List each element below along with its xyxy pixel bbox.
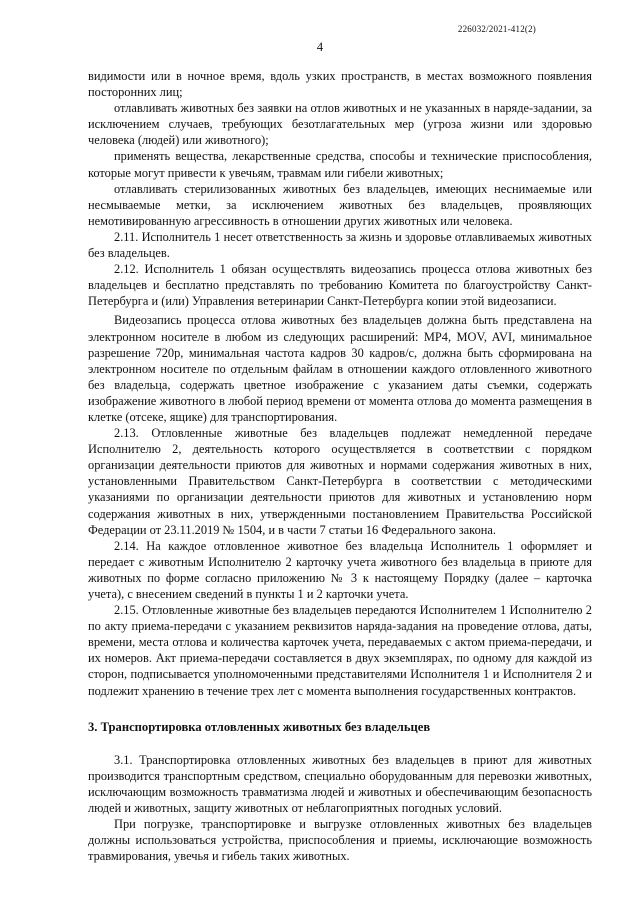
page-number: 4 (316, 40, 324, 54)
paragraph-video-requirements: Видеозапись процесса отлова животных без владельцев должна быть представлена на электронном носителе в любом из следующих расширений: MP4, MOV, AVI, минимальное разрешение 720р, минимальная частота кадров 30 кадров/с, должна быть сформирована на электронном носителе по отдельным файлам в отношении каждого отловленного животного без владельца, содержать цветное изображение с указанием даты съемки, содержать изображение животного в любой период времени от момента отлова до момента размещения в клетке (отсеке, ящике) для транспортирования. (88, 313, 592, 424)
paragraph: отлавливать животных без заявки на отлов животных и не указанных в наряде-задании, за исключением случаев, требующих безотлагательных мер (угроза жизни или здоровью человека (людей) или животного); (88, 101, 592, 148)
paragraph-2-11: 2.11. Исполнитель 1 несет ответственность за жизнь и здоровье отлавливаемых животных без владельцев. (88, 229, 592, 261)
paragraph: применять вещества, лекарственные средства, способы и технические приспособления, которые могут привести к увечьям, травмам или гибели животных; (88, 149, 592, 180)
document-number: 226032/2021-412(2) (457, 24, 536, 34)
section-title: 3. Транспортировка отловленных животных без владельцев (88, 719, 431, 734)
paragraph-3-1: 3.1. Транспортировка отловленных животных без владельцев в приют для животных производится транспортным средством, специально оборудованным для перевозки животных, исключающим возможность травматизма людей и животных и обеспечивающим безопасность людей и животных, защиту животных от неблагоприятных погодных условий. (88, 752, 592, 816)
paragraph-2-15: 2.15. Отловленные животные без владельцев передаются Исполнителем 1 Исполнителю 2 по акту приема-передачи с указанием реквизитов наряда-задания на проведение отлова, даты, времени, места отлова и количества карточек учета, передаваемых с актом приема-передачи, и их номеров. Акт приема-передачи составляется в двух экземплярах, по одному для каждой из сторон, подписывается уполномоченными представителями Исполнителя 1 и Исполнителя 2 и подлежит хранению в течение трех лет с момента выполнения государственных контрактов. (88, 603, 592, 698)
paragraph-2-13: 2.13. Отловленные животные без владельцев подлежат немедленной передаче Исполнителю 2, деятельность которого осуществляется в соответствии с порядком организации деятельности приютов для животных и нормами содержания животных в них, установленными Правительством Санкт-Петербурга в соответствии с методическими указаниями по организации деятельности приютов для животных и установлению норм содержания животных в них, утвержденными постановлением Правительства Российской Федерации от 23.11.2019 № 1504, и в части 7 статьи 16 Федерального закона. (88, 426, 592, 537)
paragraph-continuation: видимости или в ночное время, вдоль узких пространств, в местах возможного появления посторонних лиц; (88, 69, 592, 100)
paragraph: отлавливать стерилизованных животных без владельцев, имеющих неснимаемые или несмываемые метки, за исключением животных без владельцев, проявляющих немотивированную агрессивность в отношении других животных или человека. (88, 181, 592, 228)
paragraph-2-12: 2.12. Исполнитель 1 обязан осуществлять видеозапись процесса отлова животных без владельцев и бесплатно представлять по требованию Комитета по благоустройству Санкт-Петербурга и (или) Управления ветеринарии Санкт-Петербурга копии этой видеозаписи. (88, 262, 592, 309)
paragraph-2-14: 2.14. На каждое отловленное животное без владельца Исполнитель 1 оформляет и передает с животным Исполнителю 2 карточку учета животного без владельца в приюте для животных по форме согласно приложению № 3 к настоящему Порядку (далее – карточка учета), с внесением сведений в пункты 1 и 2 карточки учета. (88, 538, 592, 601)
document-body (88, 68, 592, 864)
paragraph: При погрузке, транспортировке и выгрузке отловленных животных без владельцев должны использоваться устройства, приспособления и приемы, исключающие возможность травмирования, увечья и гибель таких животных. (88, 817, 592, 864)
